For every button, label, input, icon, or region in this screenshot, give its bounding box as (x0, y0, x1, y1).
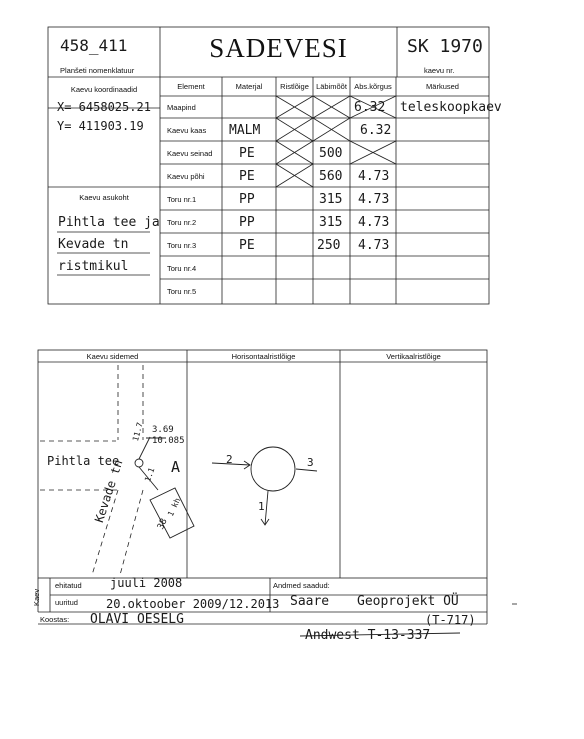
data-source-value-1: Saare (290, 594, 330, 609)
horizontal-section-label: Horisontaalristlõige (231, 351, 296, 361)
page-title: SADEVESI (209, 33, 348, 63)
table-cell-element: Toru nr.2 (167, 218, 197, 227)
well-id-label: kaevu nr. (424, 66, 455, 75)
table-cell-element: Toru nr.4 (167, 264, 197, 273)
well-side-label: Kaev (32, 588, 41, 606)
dimension-mid: 10.085 (152, 436, 185, 446)
table-cell-material: MALM (229, 123, 261, 138)
table-cell-height: 4.73 (358, 215, 390, 230)
built-label: ehitatud (55, 581, 82, 590)
location-line-3: ristmikul (58, 259, 129, 274)
coordinate-y: Y= 411903.19 (57, 119, 144, 133)
table-cell-material: PP (239, 192, 255, 207)
point-a-label: A (171, 458, 181, 476)
data-source-value-2: Geoprojekt OÜ (357, 594, 459, 609)
location-line-1: Pihtla tee ja (58, 215, 160, 230)
table-cell-element: Maapind (167, 103, 196, 112)
dimension-top: 3.69 (152, 425, 174, 435)
coordinate-x: X= 6458025.21 (57, 100, 151, 114)
data-source-label: Andmed saadud: (273, 581, 330, 590)
location-label: Kaevu asukoht (79, 193, 129, 202)
surveyed-label: uuritud (55, 598, 78, 607)
table-cell-diameter: 315 (319, 192, 343, 207)
table-cell-remark: teleskoopkaev (400, 100, 502, 115)
well-id: SK 1970 (407, 36, 483, 57)
table-cell-element: Kaevu seinad (167, 149, 213, 158)
table-cell-diameter: 560 (319, 169, 343, 184)
column-header-remarks: Märkused (426, 82, 459, 91)
table-cell-diameter: 500 (319, 146, 343, 161)
table-cell-height: 6.32 (354, 100, 386, 115)
table-cell-material: PE (239, 169, 255, 184)
dimension-side-1: 11.7 (131, 421, 145, 443)
dimension-side-2: 1.1 (143, 466, 157, 484)
table-cell-diameter: 250 (317, 238, 341, 253)
table-cell-height: 6.32 (360, 123, 392, 138)
table-cell-element: Toru nr.3 (167, 241, 197, 250)
arrow-label-2: 2 (226, 453, 233, 466)
sheet-number: 458_411 (60, 36, 128, 55)
table-cell-height: 4.73 (358, 192, 390, 207)
column-header-element: Element (177, 82, 205, 91)
street-label-kevade: Kevade tn (92, 458, 126, 525)
compiled-label: Koostas: (40, 615, 70, 624)
table-cell-element: Toru nr.1 (167, 195, 197, 204)
sheet-label: Planšeti nomenklatuur (60, 66, 135, 75)
surveyed-value: 20.oktoober 2009/12.2013 (106, 597, 280, 611)
table-cell-height: 4.73 (358, 238, 390, 253)
column-header-diameter: Läbimõõt (316, 82, 347, 91)
coordinates-label: Kaevu koordinaadid (70, 85, 138, 94)
table-cell-element: Kaevu kaas (167, 126, 207, 135)
links-label: Kaevu sidemed (86, 351, 139, 361)
built-value: juuli 2008 (110, 576, 183, 590)
table-cell-element: Toru nr.5 (167, 287, 197, 296)
table-cell-element: Kaevu põhi (167, 172, 205, 181)
location-line-2: Kevade tn (58, 237, 129, 252)
building-number: 38 (156, 517, 170, 532)
data-source-code: (T-717) (425, 613, 476, 627)
table-cell-material: PE (239, 146, 255, 161)
table-cell-height: 4.73 (358, 169, 390, 184)
compiled-value: OLAVI OESELG (90, 612, 184, 627)
extra-note: Andwest T-13-337 (305, 628, 431, 643)
street-label-pihtla: Pihtla tee (47, 454, 120, 468)
column-header-cross-section: Ristlõige (280, 82, 309, 91)
arrow-label-1: 1 (258, 500, 265, 513)
column-header-height: Abs.kõrgus (354, 82, 392, 91)
vertical-section-label: Vertikaalristlõige (386, 351, 441, 361)
arrow-label-3: 3 (307, 456, 314, 469)
table-cell-material: PP (239, 215, 255, 230)
building-note: 1 kh (166, 496, 183, 518)
table-cell-diameter: 315 (319, 215, 343, 230)
table-cell-material: PE (239, 238, 255, 253)
column-header-material: Materjal (235, 82, 263, 91)
